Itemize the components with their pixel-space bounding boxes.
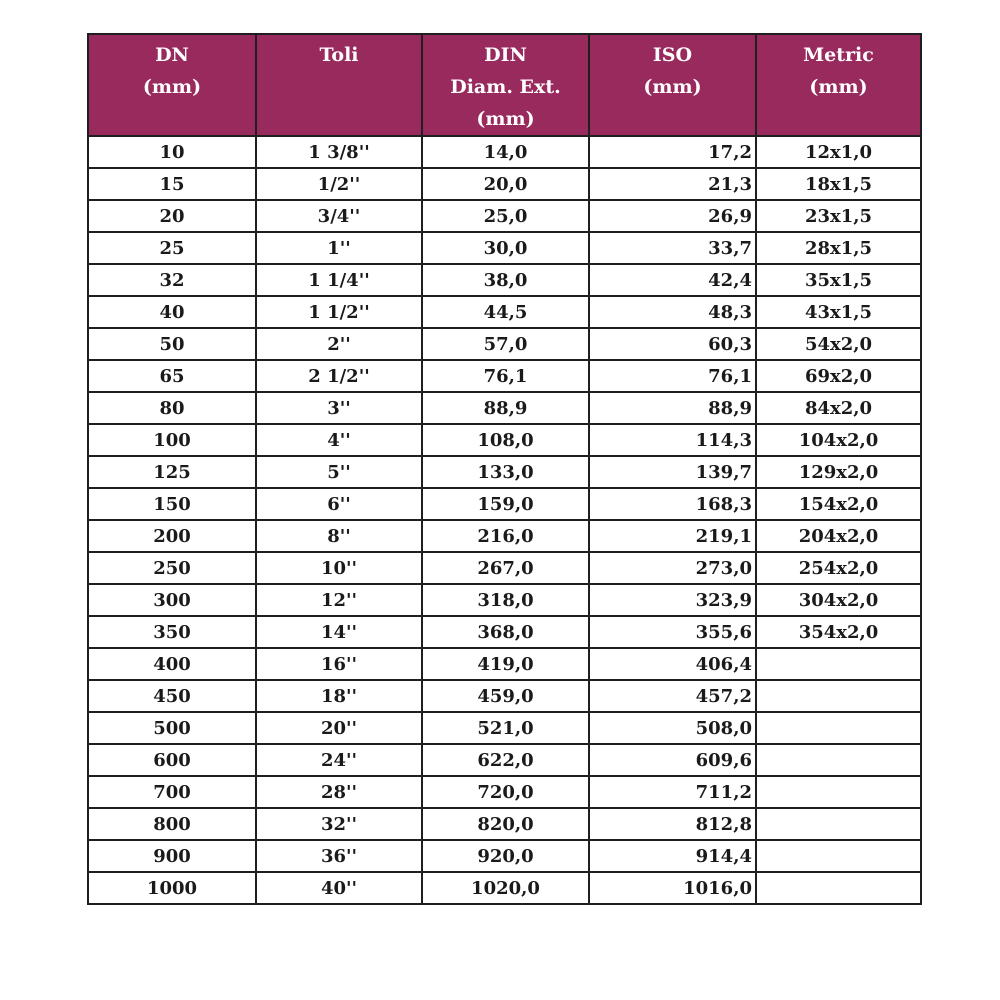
table-row <box>88 808 921 840</box>
cell-metric: 154x2,0 <box>756 488 921 520</box>
table-body <box>88 136 921 904</box>
cell-metric: 43x1,5 <box>756 296 921 328</box>
cell-toli: 1'' <box>256 232 422 264</box>
cell-metric <box>756 712 921 744</box>
cell-iso: 48,3 <box>589 296 756 328</box>
cell-dn: 1000 <box>88 872 256 904</box>
cell-din: 20,0 <box>422 168 589 200</box>
table-row <box>88 680 921 712</box>
cell-toli: 2 1/2'' <box>256 360 422 392</box>
cell-iso: 76,1 <box>589 360 756 392</box>
cell-iso: 914,4 <box>589 840 756 872</box>
cell-din: 30,0 <box>422 232 589 264</box>
cell-dn: 10 <box>88 136 256 168</box>
cell-metric <box>756 808 921 840</box>
cell-metric: 304x2,0 <box>756 584 921 616</box>
header-iso-line: (mm) <box>643 76 702 98</box>
cell-din: 38,0 <box>422 264 589 296</box>
table-row <box>88 168 921 200</box>
cell-din: 14,0 <box>422 136 589 168</box>
pipe-dimensions-table <box>87 33 922 905</box>
table-row <box>88 392 921 424</box>
cell-dn: 300 <box>88 584 256 616</box>
cell-din: 720,0 <box>422 776 589 808</box>
cell-metric <box>756 872 921 904</box>
cell-toli: 20'' <box>256 712 422 744</box>
cell-metric <box>756 744 921 776</box>
cell-dn: 100 <box>88 424 256 456</box>
cell-iso: 21,3 <box>589 168 756 200</box>
header-metric-line: (mm) <box>809 76 868 98</box>
cell-din: 267,0 <box>422 552 589 584</box>
cell-dn: 600 <box>88 744 256 776</box>
cell-dn: 250 <box>88 552 256 584</box>
cell-din: 318,0 <box>422 584 589 616</box>
cell-din: 521,0 <box>422 712 589 744</box>
cell-iso: 406,4 <box>589 648 756 680</box>
table-row <box>88 424 921 456</box>
table-row <box>88 264 921 296</box>
table-row <box>88 456 921 488</box>
cell-iso: 219,1 <box>589 520 756 552</box>
cell-iso: 114,3 <box>589 424 756 456</box>
header-din-line: Diam. Ext. <box>450 76 561 98</box>
cell-iso: 457,2 <box>589 680 756 712</box>
cell-din: 216,0 <box>422 520 589 552</box>
cell-din: 133,0 <box>422 456 589 488</box>
cell-iso: 33,7 <box>589 232 756 264</box>
table-row <box>88 840 921 872</box>
cell-metric: 28x1,5 <box>756 232 921 264</box>
cell-iso: 273,0 <box>589 552 756 584</box>
cell-toli: 1 3/8'' <box>256 136 422 168</box>
cell-toli: 4'' <box>256 424 422 456</box>
header-iso-line: ISO <box>652 44 693 66</box>
cell-toli: 24'' <box>256 744 422 776</box>
cell-metric: 54x2,0 <box>756 328 921 360</box>
cell-metric <box>756 840 921 872</box>
table-row <box>88 616 921 648</box>
cell-din: 44,5 <box>422 296 589 328</box>
cell-metric <box>756 648 921 680</box>
cell-dn: 350 <box>88 616 256 648</box>
table-row <box>88 552 921 584</box>
header-metric-line: Metric <box>803 44 874 66</box>
cell-iso: 168,3 <box>589 488 756 520</box>
cell-din: 622,0 <box>422 744 589 776</box>
cell-metric: 354x2,0 <box>756 616 921 648</box>
table-row <box>88 744 921 776</box>
cell-din: 459,0 <box>422 680 589 712</box>
cell-toli: 1 1/4'' <box>256 264 422 296</box>
header-iso <box>589 34 756 136</box>
cell-din: 57,0 <box>422 328 589 360</box>
cell-iso: 17,2 <box>589 136 756 168</box>
cell-din: 159,0 <box>422 488 589 520</box>
table-header <box>88 34 921 136</box>
cell-iso: 60,3 <box>589 328 756 360</box>
header-din-line: (mm) <box>476 108 535 130</box>
table-row <box>88 360 921 392</box>
table-row <box>88 712 921 744</box>
cell-metric: 18x1,5 <box>756 168 921 200</box>
cell-dn: 800 <box>88 808 256 840</box>
cell-toli: 32'' <box>256 808 422 840</box>
cell-din: 1020,0 <box>422 872 589 904</box>
cell-dn: 80 <box>88 392 256 424</box>
cell-toli: 40'' <box>256 872 422 904</box>
cell-dn: 65 <box>88 360 256 392</box>
table-row <box>88 232 921 264</box>
cell-dn: 25 <box>88 232 256 264</box>
table-row <box>88 488 921 520</box>
cell-toli: 2'' <box>256 328 422 360</box>
cell-metric: 129x2,0 <box>756 456 921 488</box>
header-dn-line: (mm) <box>142 76 202 98</box>
cell-dn: 20 <box>88 200 256 232</box>
cell-metric: 23x1,5 <box>756 200 921 232</box>
table-row <box>88 872 921 904</box>
cell-metric <box>756 680 921 712</box>
cell-din: 88,9 <box>422 392 589 424</box>
cell-dn: 500 <box>88 712 256 744</box>
cell-iso: 711,2 <box>589 776 756 808</box>
table-row <box>88 328 921 360</box>
table-row <box>88 584 921 616</box>
cell-din: 820,0 <box>422 808 589 840</box>
cell-dn: 125 <box>88 456 256 488</box>
cell-toli: 18'' <box>256 680 422 712</box>
cell-dn: 50 <box>88 328 256 360</box>
cell-toli: 3/4'' <box>256 200 422 232</box>
header-metric <box>756 34 921 136</box>
cell-toli: 5'' <box>256 456 422 488</box>
cell-toli: 16'' <box>256 648 422 680</box>
cell-metric: 84x2,0 <box>756 392 921 424</box>
cell-iso: 323,9 <box>589 584 756 616</box>
table-row <box>88 776 921 808</box>
cell-iso: 42,4 <box>589 264 756 296</box>
cell-din: 368,0 <box>422 616 589 648</box>
cell-dn: 450 <box>88 680 256 712</box>
cell-metric: 254x2,0 <box>756 552 921 584</box>
cell-metric: 204x2,0 <box>756 520 921 552</box>
cell-toli: 12'' <box>256 584 422 616</box>
cell-metric <box>756 776 921 808</box>
cell-dn: 400 <box>88 648 256 680</box>
cell-metric: 69x2,0 <box>756 360 921 392</box>
cell-iso: 1016,0 <box>589 872 756 904</box>
header-toli-line: Toli <box>319 44 359 66</box>
cell-dn: 900 <box>88 840 256 872</box>
header-toli <box>256 34 422 136</box>
cell-toli: 10'' <box>256 552 422 584</box>
header-din-line: DIN <box>484 44 527 66</box>
header-din <box>422 34 589 136</box>
header-dn <box>88 34 256 136</box>
cell-toli: 8'' <box>256 520 422 552</box>
header-dn-line: DN <box>155 44 189 66</box>
cell-din: 108,0 <box>422 424 589 456</box>
cell-din: 419,0 <box>422 648 589 680</box>
cell-toli: 6'' <box>256 488 422 520</box>
cell-din: 920,0 <box>422 840 589 872</box>
table-row <box>88 648 921 680</box>
cell-iso: 26,9 <box>589 200 756 232</box>
cell-toli: 36'' <box>256 840 422 872</box>
cell-toli: 14'' <box>256 616 422 648</box>
cell-iso: 812,8 <box>589 808 756 840</box>
cell-dn: 700 <box>88 776 256 808</box>
cell-dn: 15 <box>88 168 256 200</box>
cell-dn: 150 <box>88 488 256 520</box>
table-row <box>88 296 921 328</box>
cell-metric: 104x2,0 <box>756 424 921 456</box>
cell-dn: 40 <box>88 296 256 328</box>
cell-din: 25,0 <box>422 200 589 232</box>
table-row <box>88 520 921 552</box>
cell-iso: 139,7 <box>589 456 756 488</box>
cell-din: 76,1 <box>422 360 589 392</box>
table-row <box>88 200 921 232</box>
cell-dn: 200 <box>88 520 256 552</box>
cell-toli: 1/2'' <box>256 168 422 200</box>
cell-iso: 508,0 <box>589 712 756 744</box>
cell-metric: 12x1,0 <box>756 136 921 168</box>
cell-toli: 1 1/2'' <box>256 296 422 328</box>
cell-dn: 32 <box>88 264 256 296</box>
header-row <box>88 34 921 136</box>
cell-iso: 609,6 <box>589 744 756 776</box>
cell-toli: 28'' <box>256 776 422 808</box>
table-row <box>88 136 921 168</box>
cell-iso: 355,6 <box>589 616 756 648</box>
cell-metric: 35x1,5 <box>756 264 921 296</box>
cell-iso: 88,9 <box>589 392 756 424</box>
cell-toli: 3'' <box>256 392 422 424</box>
